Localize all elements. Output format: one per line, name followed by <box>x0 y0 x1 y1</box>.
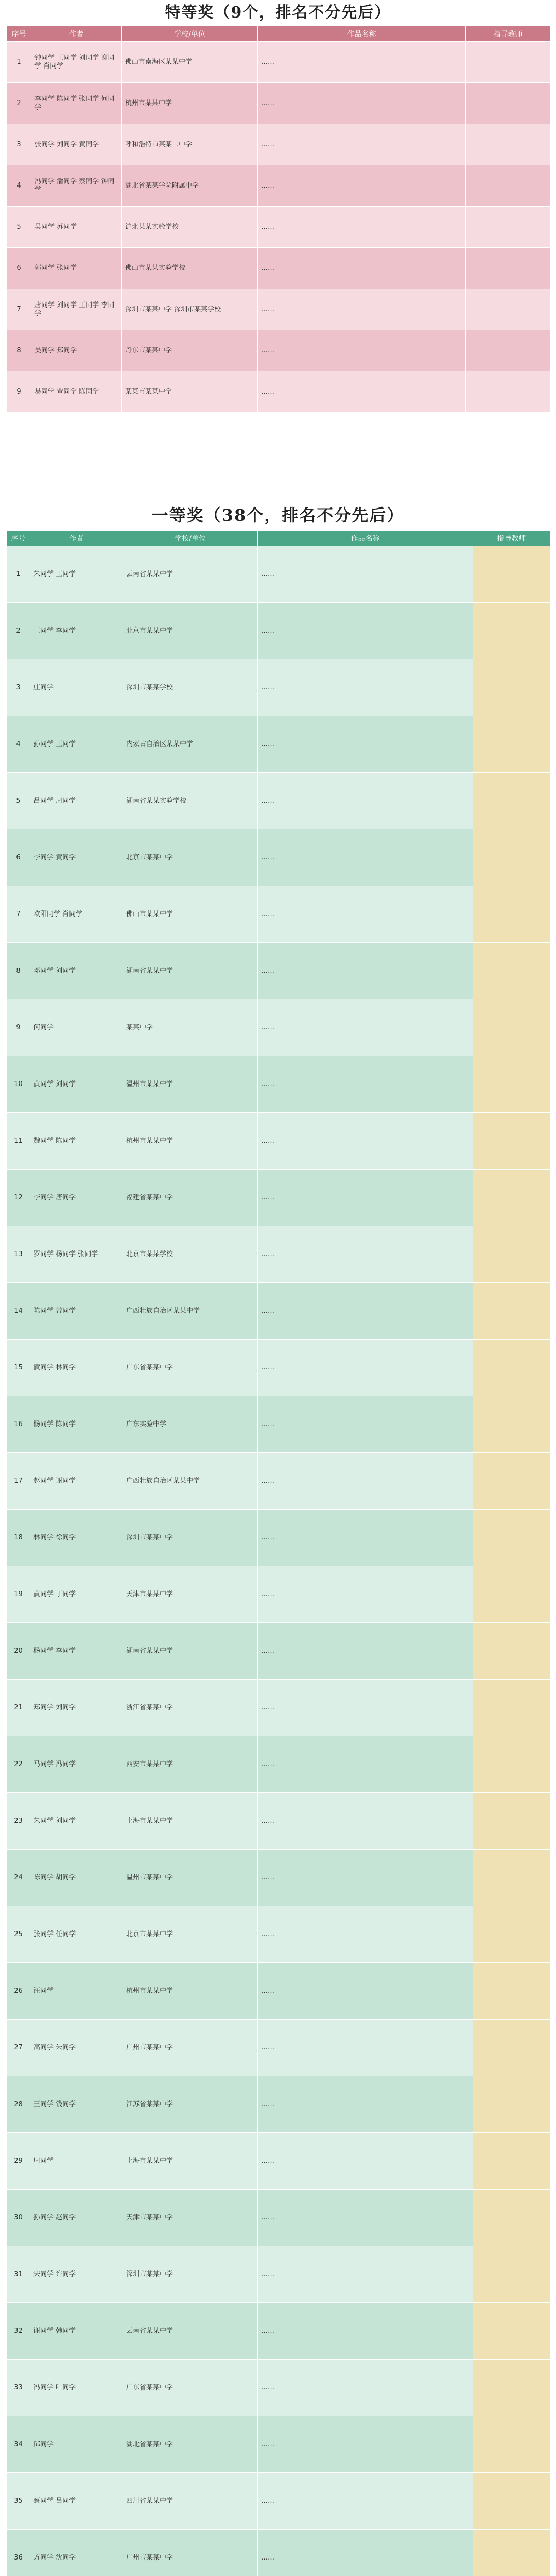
author-cell: 孙同学 赵同学 <box>30 2190 123 2246</box>
author-cell: 欧阳同学 肖同学 <box>30 886 123 943</box>
work-title-cell: …… <box>258 1850 473 1906</box>
table-header-row <box>7 531 550 546</box>
mentor-cell <box>473 546 550 603</box>
header-no: 序号 <box>7 531 30 546</box>
author-cell: 高同学 朱同学 <box>30 2020 123 2076</box>
header-work: 作品名称 <box>258 531 473 546</box>
first-award-title: 一等奖（38个，排名不分先后） <box>151 505 405 525</box>
row-number: 1 <box>7 42 31 83</box>
work-title-cell: …… <box>258 1906 473 1963</box>
school-cell: 广西壮族自治区某某中学 <box>123 1453 258 1510</box>
table-row <box>7 1906 550 1963</box>
table-row <box>7 1453 550 1510</box>
table-row <box>7 1113 550 1170</box>
row-number: 13 <box>7 1226 30 1283</box>
row-number: 33 <box>7 2360 30 2416</box>
table-row <box>7 2416 550 2473</box>
mentor-cell <box>473 659 550 716</box>
school-cell: 湖北省某某学院附属中学 <box>122 165 258 207</box>
row-number: 10 <box>7 1056 30 1113</box>
row-number: 32 <box>7 2303 30 2360</box>
school-cell: 深圳市某某中学 <box>123 1510 258 1566</box>
author-cell: 杨同学 李同学 <box>30 1623 123 1680</box>
school-cell: 温州市某某中学 <box>123 1850 258 1906</box>
school-cell: 北京市某某中学 <box>123 603 258 659</box>
school-cell: 广东省某某中学 <box>123 2360 258 2416</box>
author-cell: 谢同学 韩同学 <box>30 2303 123 2360</box>
row-number: 3 <box>7 124 31 165</box>
author-cell: 张同学 刘同学 黄同学 <box>31 124 122 165</box>
work-title-cell: …… <box>258 886 473 943</box>
table-row <box>7 546 550 603</box>
row-number: 26 <box>7 1963 30 2020</box>
school-cell: 湖南省某某实验学校 <box>123 773 258 829</box>
header-author: 作者 <box>30 531 123 546</box>
work-title-cell: …… <box>258 1566 473 1623</box>
work-title-cell: …… <box>258 371 466 413</box>
work-title-cell: …… <box>258 546 473 603</box>
row-number: 14 <box>7 1283 30 1340</box>
mentor-cell <box>473 2190 550 2246</box>
table-row <box>7 2076 550 2133</box>
author-cell: 宋同学 许同学 <box>30 2246 123 2303</box>
school-cell: 深圳市某某学校 <box>123 659 258 716</box>
table-row <box>7 2190 550 2246</box>
school-cell: 云南省某某中学 <box>123 2303 258 2360</box>
author-cell: 汪同学 <box>30 1963 123 2020</box>
author-cell: 陈同学 曾同学 <box>30 1283 123 1340</box>
table-row <box>7 659 550 716</box>
row-number: 2 <box>7 83 31 124</box>
author-cell: 赵同学 谢同学 <box>30 1453 123 1510</box>
row-number: 4 <box>7 716 30 773</box>
work-title-cell: …… <box>258 1623 473 1680</box>
row-number: 29 <box>7 2133 30 2190</box>
work-title-cell: …… <box>258 2360 473 2416</box>
row-number: 22 <box>7 1736 30 1793</box>
table-row <box>7 1396 550 1453</box>
header-mentor: 指导教师 <box>473 531 550 546</box>
mentor-cell <box>473 1510 550 1566</box>
row-number: 4 <box>7 165 31 207</box>
special-award-title: 特等奖（9个，排名不分先后） <box>165 4 391 22</box>
row-number: 5 <box>7 773 30 829</box>
school-cell: 浙江省某某中学 <box>123 1680 258 1736</box>
mentor-cell <box>473 1056 550 1113</box>
work-title-cell: …… <box>258 2246 473 2303</box>
mentor-cell <box>473 886 550 943</box>
table-row <box>7 2020 550 2076</box>
table-row <box>7 289 550 330</box>
work-title-cell: …… <box>258 330 466 371</box>
school-cell: 广西壮族自治区某某中学 <box>123 1283 258 1340</box>
row-number: 2 <box>7 603 30 659</box>
table-row <box>7 83 550 124</box>
mentor-cell <box>473 2246 550 2303</box>
school-cell: 佛山市某某实验学校 <box>122 248 258 289</box>
table-row <box>7 773 550 829</box>
school-cell: 福建省某某中学 <box>123 1170 258 1226</box>
school-cell: 天津市某某中学 <box>123 1566 258 1623</box>
author-cell: 周同学 <box>30 2133 123 2190</box>
mentor-cell <box>473 1396 550 1453</box>
table-row <box>7 1963 550 2020</box>
special-award-table <box>6 26 550 413</box>
school-cell: 内蒙古自治区某某中学 <box>123 716 258 773</box>
school-cell: 杭州市某某中学 <box>123 1113 258 1170</box>
author-cell: 方同学 沈同学 <box>30 2530 123 2576</box>
work-title-cell: …… <box>258 999 473 1056</box>
row-number: 7 <box>7 886 30 943</box>
header-mentor: 指导教师 <box>466 26 550 42</box>
school-cell: 北京市某某学校 <box>123 1226 258 1283</box>
school-cell: 某某中学 <box>123 999 258 1056</box>
school-cell: 云南省某某中学 <box>123 546 258 603</box>
table-row <box>7 2133 550 2190</box>
mentor-cell <box>473 2416 550 2473</box>
row-number: 19 <box>7 1566 30 1623</box>
work-title-cell: …… <box>258 165 466 207</box>
work-title-cell: …… <box>258 2133 473 2190</box>
table-row <box>7 2360 550 2416</box>
mentor-cell <box>466 165 550 207</box>
author-cell: 杨同学 陈同学 <box>30 1396 123 1453</box>
mentor-cell <box>473 1963 550 2020</box>
header-school: 学校/单位 <box>122 26 258 42</box>
author-cell: 邱同学 <box>30 2416 123 2473</box>
author-cell: 朱同学 王同学 <box>30 546 123 603</box>
mentor-cell <box>466 371 550 413</box>
table-row <box>7 1283 550 1340</box>
mentor-cell <box>473 1170 550 1226</box>
table-row <box>7 42 550 83</box>
author-cell: 陈同学 胡同学 <box>30 1850 123 1906</box>
work-title-cell: …… <box>258 124 466 165</box>
table-header-row <box>7 26 550 42</box>
row-number: 28 <box>7 2076 30 2133</box>
school-cell: 温州市某某中学 <box>123 1056 258 1113</box>
mentor-cell <box>473 2530 550 2576</box>
author-cell: 蔡同学 吕同学 <box>30 2473 123 2530</box>
author-cell: 郭同学 张同学 <box>31 248 122 289</box>
row-number: 6 <box>7 248 31 289</box>
work-title-cell: …… <box>258 207 466 248</box>
row-number: 6 <box>7 829 30 886</box>
work-title-cell: …… <box>258 943 473 999</box>
school-cell: 佛山市某某中学 <box>123 886 258 943</box>
author-cell: 郑同学 刘同学 <box>30 1680 123 1736</box>
table-row <box>7 1566 550 1623</box>
table-row <box>7 716 550 773</box>
table-row <box>7 207 550 248</box>
school-cell: 北京市某某中学 <box>123 1906 258 1963</box>
row-number: 34 <box>7 2416 30 2473</box>
table-row <box>7 1226 550 1283</box>
mentor-cell <box>473 1453 550 1510</box>
work-title-cell: …… <box>258 248 466 289</box>
author-cell: 唐同学 刘同学 王同学 李同学 <box>31 289 122 330</box>
header-school: 学校/单位 <box>123 531 258 546</box>
row-number: 5 <box>7 207 31 248</box>
author-cell: 吴同学 郑同学 <box>31 330 122 371</box>
row-number: 16 <box>7 1396 30 1453</box>
mentor-cell <box>473 773 550 829</box>
mentor-cell <box>473 829 550 886</box>
author-cell: 李同学 唐同学 <box>30 1170 123 1226</box>
mentor-cell <box>473 2020 550 2076</box>
mentor-cell <box>473 2076 550 2133</box>
table-row <box>7 248 550 289</box>
table-row <box>7 2246 550 2303</box>
work-title-cell: …… <box>258 1396 473 1453</box>
work-title-cell: …… <box>258 2020 473 2076</box>
mentor-cell <box>466 289 550 330</box>
row-number: 8 <box>7 330 31 371</box>
school-cell: 江苏省某某中学 <box>123 2076 258 2133</box>
mentor-cell <box>473 1226 550 1283</box>
row-number: 9 <box>7 371 31 413</box>
table-row <box>7 999 550 1056</box>
row-number: 21 <box>7 1680 30 1736</box>
author-cell: 黄同学 林同学 <box>30 1340 123 1396</box>
work-title-cell: …… <box>258 1793 473 1850</box>
work-title-cell: …… <box>258 289 466 330</box>
work-title-cell: …… <box>258 2190 473 2246</box>
author-cell: 黄同学 丁同学 <box>30 1566 123 1623</box>
work-title-cell: …… <box>258 1226 473 1283</box>
work-title-cell: …… <box>258 2303 473 2360</box>
row-number: 27 <box>7 2020 30 2076</box>
work-title-cell: …… <box>258 1736 473 1793</box>
author-cell: 王同学 李同学 <box>30 603 123 659</box>
table-row <box>7 1510 550 1566</box>
author-cell: 吕同学 周同学 <box>30 773 123 829</box>
school-cell: 佛山市南海区某某中学 <box>122 42 258 83</box>
author-cell: 张同学 任同学 <box>30 1906 123 1963</box>
row-number: 17 <box>7 1453 30 1510</box>
work-title-cell: …… <box>258 1170 473 1226</box>
mentor-cell <box>473 1113 550 1170</box>
row-number: 23 <box>7 1793 30 1850</box>
school-cell: 广东省某某中学 <box>123 1340 258 1396</box>
table-row <box>7 1170 550 1226</box>
table-row <box>7 1340 550 1396</box>
mentor-cell <box>473 1680 550 1736</box>
school-cell: 深圳市某某中学 <box>123 2246 258 2303</box>
mentor-cell <box>473 1850 550 1906</box>
mentor-cell <box>473 1566 550 1623</box>
work-title-cell: …… <box>258 603 473 659</box>
row-number: 35 <box>7 2473 30 2530</box>
author-cell: 王同学 钱同学 <box>30 2076 123 2133</box>
school-cell: 湖南省某某中学 <box>123 1623 258 1680</box>
work-title-cell: …… <box>258 1510 473 1566</box>
work-title-cell: …… <box>258 1283 473 1340</box>
row-number: 20 <box>7 1623 30 1680</box>
row-number: 12 <box>7 1170 30 1226</box>
author-cell: 罗同学 杨同学 张同学 <box>30 1226 123 1283</box>
author-cell: 吴同学 苏同学 <box>31 207 122 248</box>
school-cell: 湖南省某某中学 <box>123 943 258 999</box>
school-cell: 湖北省某某中学 <box>123 2416 258 2473</box>
author-cell: 林同学 徐同学 <box>30 1510 123 1566</box>
row-number: 25 <box>7 1906 30 1963</box>
school-cell: 广州市某某中学 <box>123 2530 258 2576</box>
work-title-cell: …… <box>258 773 473 829</box>
table-row <box>7 330 550 371</box>
row-number: 31 <box>7 2246 30 2303</box>
table-row <box>7 2530 550 2576</box>
work-title-cell: …… <box>258 2416 473 2473</box>
row-number: 15 <box>7 1340 30 1396</box>
school-cell: 广东实验中学 <box>123 1396 258 1453</box>
author-cell: 冯同学 潘同学 蔡同学 钟同学 <box>31 165 122 207</box>
mentor-cell <box>473 1340 550 1396</box>
work-title-cell: …… <box>258 659 473 716</box>
work-title-cell: …… <box>258 1680 473 1736</box>
work-title-cell: …… <box>258 2530 473 2576</box>
mentor-cell <box>473 716 550 773</box>
table-row <box>7 943 550 999</box>
work-title-cell: …… <box>258 1453 473 1510</box>
work-title-cell: …… <box>258 2076 473 2133</box>
mentor-cell <box>466 248 550 289</box>
work-title-cell: …… <box>258 1056 473 1113</box>
author-cell: 黄同学 刘同学 <box>30 1056 123 1113</box>
mentor-cell <box>466 83 550 124</box>
first-award-table <box>6 530 550 2576</box>
mentor-cell <box>473 1906 550 1963</box>
header-work: 作品名称 <box>258 26 466 42</box>
author-cell: 钟同学 王同学 刘同学 谢同学 肖同学 <box>31 42 122 83</box>
author-cell: 邓同学 刘同学 <box>30 943 123 999</box>
school-cell: 天津市某某中学 <box>123 2190 258 2246</box>
school-cell: 上海市某某中学 <box>123 2133 258 2190</box>
row-number: 18 <box>7 1510 30 1566</box>
author-cell: 李同学 黄同学 <box>30 829 123 886</box>
row-number: 8 <box>7 943 30 999</box>
school-cell: 杭州市某某中学 <box>123 1963 258 2020</box>
row-number: 36 <box>7 2530 30 2576</box>
table-row <box>7 1736 550 1793</box>
work-title-cell: …… <box>258 42 466 83</box>
mentor-cell <box>473 2303 550 2360</box>
table-row <box>7 2303 550 2360</box>
mentor-cell <box>466 42 550 83</box>
mentor-cell <box>473 1793 550 1850</box>
row-number: 1 <box>7 546 30 603</box>
school-cell: 丹东市某某中学 <box>122 330 258 371</box>
school-cell: 杭州市某某中学 <box>122 83 258 124</box>
author-cell: 易同学 覃同学 陈同学 <box>31 371 122 413</box>
work-title-cell: …… <box>258 829 473 886</box>
author-cell: 魏同学 陈同学 <box>30 1113 123 1170</box>
mentor-cell <box>473 2360 550 2416</box>
work-title-cell: …… <box>258 1963 473 2020</box>
mentor-cell <box>466 207 550 248</box>
mentor-cell <box>473 999 550 1056</box>
table-row <box>7 1680 550 1736</box>
row-number: 3 <box>7 659 30 716</box>
table-row <box>7 124 550 165</box>
mentor-cell <box>466 330 550 371</box>
author-cell: 李同学 陈同学 张同学 何同学 <box>31 83 122 124</box>
school-cell: 广州市某某中学 <box>123 2020 258 2076</box>
work-title-cell: …… <box>258 2473 473 2530</box>
school-cell: 北京市某某中学 <box>123 829 258 886</box>
row-number: 7 <box>7 289 31 330</box>
mentor-cell <box>473 1283 550 1340</box>
school-cell: 深圳市某某中学 深圳市某某学校 <box>122 289 258 330</box>
author-cell: 冯同学 叶同学 <box>30 2360 123 2416</box>
mentor-cell <box>473 943 550 999</box>
mentor-cell <box>473 2473 550 2530</box>
school-cell: 呼和浩特市某某二中学 <box>122 124 258 165</box>
school-cell: 沪北某某实验学校 <box>122 207 258 248</box>
author-cell: 马同学 冯同学 <box>30 1736 123 1793</box>
row-number: 9 <box>7 999 30 1056</box>
author-cell: 孙同学 王同学 <box>30 716 123 773</box>
author-cell: 朱同学 刘同学 <box>30 1793 123 1850</box>
school-cell: 西安市某某中学 <box>123 1736 258 1793</box>
table-row <box>7 886 550 943</box>
table-row <box>7 829 550 886</box>
mentor-cell <box>473 1736 550 1793</box>
table-row <box>7 1623 550 1680</box>
work-title-cell: …… <box>258 716 473 773</box>
table-row <box>7 371 550 413</box>
author-cell: 庄同学 <box>30 659 123 716</box>
mentor-cell <box>466 124 550 165</box>
mentor-cell <box>473 603 550 659</box>
row-number: 11 <box>7 1113 30 1170</box>
school-cell: 某某市某某中学 <box>122 371 258 413</box>
school-cell: 四川省某某中学 <box>123 2473 258 2530</box>
row-number: 24 <box>7 1850 30 1906</box>
header-author: 作者 <box>31 26 122 42</box>
mentor-cell <box>473 1623 550 1680</box>
row-number: 30 <box>7 2190 30 2246</box>
work-title-cell: …… <box>258 1340 473 1396</box>
header-no: 序号 <box>7 26 31 42</box>
table-row <box>7 1850 550 1906</box>
school-cell: 上海市某某中学 <box>123 1793 258 1850</box>
table-row <box>7 2473 550 2530</box>
author-cell: 何同学 <box>30 999 123 1056</box>
work-title-cell: …… <box>258 83 466 124</box>
table-row <box>7 1793 550 1850</box>
table-row <box>7 1056 550 1113</box>
mentor-cell <box>473 2133 550 2190</box>
table-row <box>7 603 550 659</box>
table-row <box>7 165 550 207</box>
work-title-cell: …… <box>258 1113 473 1170</box>
